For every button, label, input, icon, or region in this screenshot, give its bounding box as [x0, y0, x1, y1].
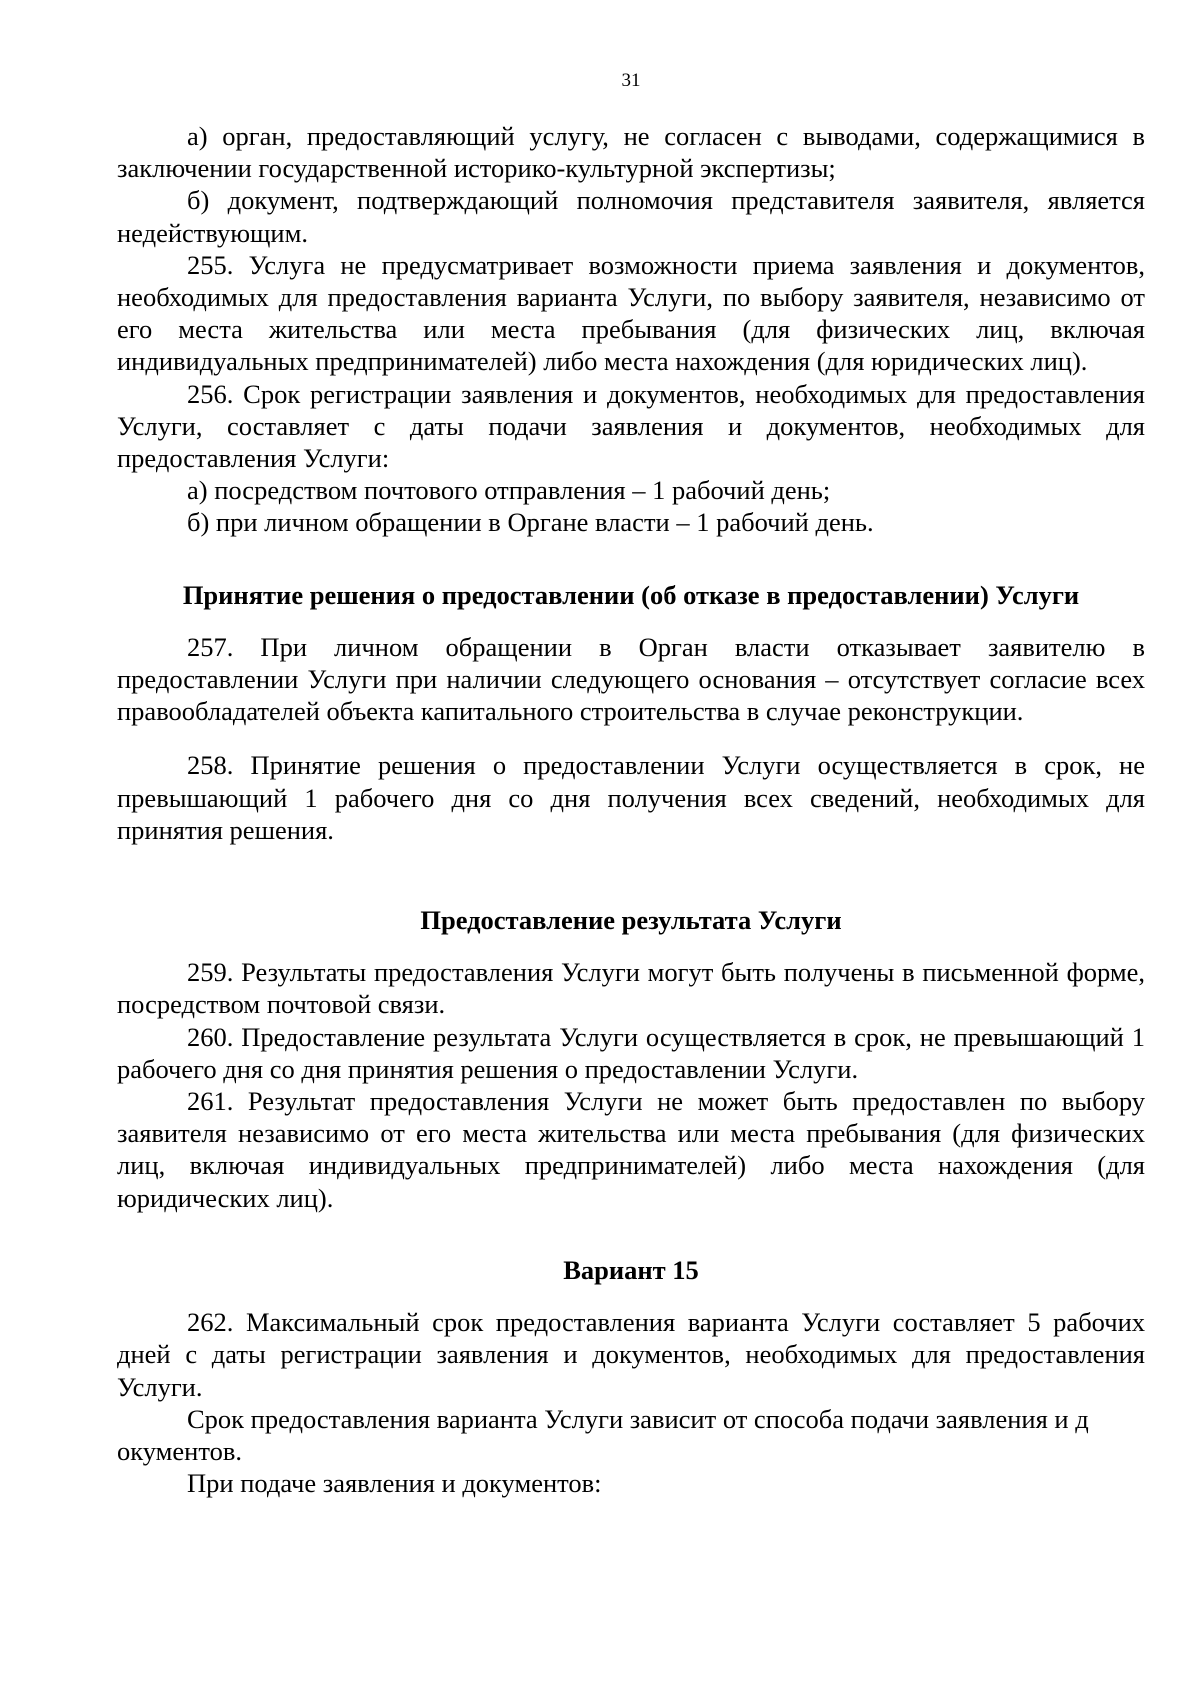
- section-heading-variant-15: Вариант 15: [563, 1254, 699, 1285]
- section-heading-result: Предоставление результата Услуги: [420, 905, 842, 936]
- paragraph-item-a: а) орган, предоставляющий услугу, не согласен с выводами, содержащимися в заключении государственной историко-культурной экспертизы;: [117, 121, 1145, 184]
- paragraph-259: 259. Результаты предоставления Услуги могут быть получены в письменной форме, посредством почтовой связи.: [117, 957, 1145, 1020]
- paragraph-262: 262. Максимальный срок предоставления варианта Услуги составляет 5 рабочих дней с даты регистрации заявления и документов, необходимых для предоставления Услуги.: [117, 1307, 1145, 1402]
- paragraph-submission: При подаче заявления и документов:: [187, 1468, 602, 1499]
- paragraph-260: 260. Предоставление результата Услуги осуществляется в срок, не превышающий 1 рабочего дня со дня принятия решения о предоставлении Услуги.: [117, 1021, 1145, 1084]
- paragraph-258: 258. Принятие решения о предоставлении Услуги осуществляется в срок, не превышающий 1 рабочего дня со дня получения всех сведений, необходимых для принятия решения.: [117, 750, 1145, 845]
- document-body: [117, 120, 1145, 1499]
- paragraph-256-item-a: а) посредством почтового отправления – 1 рабочий день;: [187, 475, 831, 506]
- paragraph-257: 257. При личном обращении в Орган власти отказывает заявителю в предоставлении Услуги при наличии следующего основания – отсутствует согласие всех правообладателей объекта капитального строительства в случае реконструкции.: [117, 631, 1145, 727]
- page-number: 31: [621, 70, 641, 91]
- paragraph-item-b: б) документ, подтверждающий полномочия представителя заявителя, является недействующим.: [117, 185, 1145, 248]
- paragraph-261: 261. Результат предоставления Услуги не может быть предоставлен по выбору заявителя независимо от его места жительства или места пребывания (для физических лиц, включая индивидуальных предпринимателей) либо места нахождения (для юридических лиц).: [117, 1086, 1145, 1213]
- paragraph-256: 256. Срок регистрации заявления и документов, необходимых для предоставления Услуги, составляет с даты подачи заявления и документов, необходимых для предоставления Услуги:: [117, 378, 1145, 474]
- paragraph-256-item-b: б) при личном обращении в Органе власти – 1 рабочий день.: [187, 507, 874, 538]
- paragraph-255: 255. Услуга не предусматривает возможности приема заявления и документов, необходимых для предоставления варианта Услуги, по выбору заявителя, независимо от его места жительства или места пребывания (для физических лиц, включая индивидуальных предпринимателей) либо места нахождения (для юридических лиц).: [117, 249, 1145, 377]
- section-heading-decision: Принятие решения о предоставлении (об отказе в предоставлении) Услуги: [182, 579, 1080, 610]
- paragraph-term-dependency: Срок предоставления варианта Услуги зависит от способа подачи заявления и д окументов.: [117, 1403, 1089, 1466]
